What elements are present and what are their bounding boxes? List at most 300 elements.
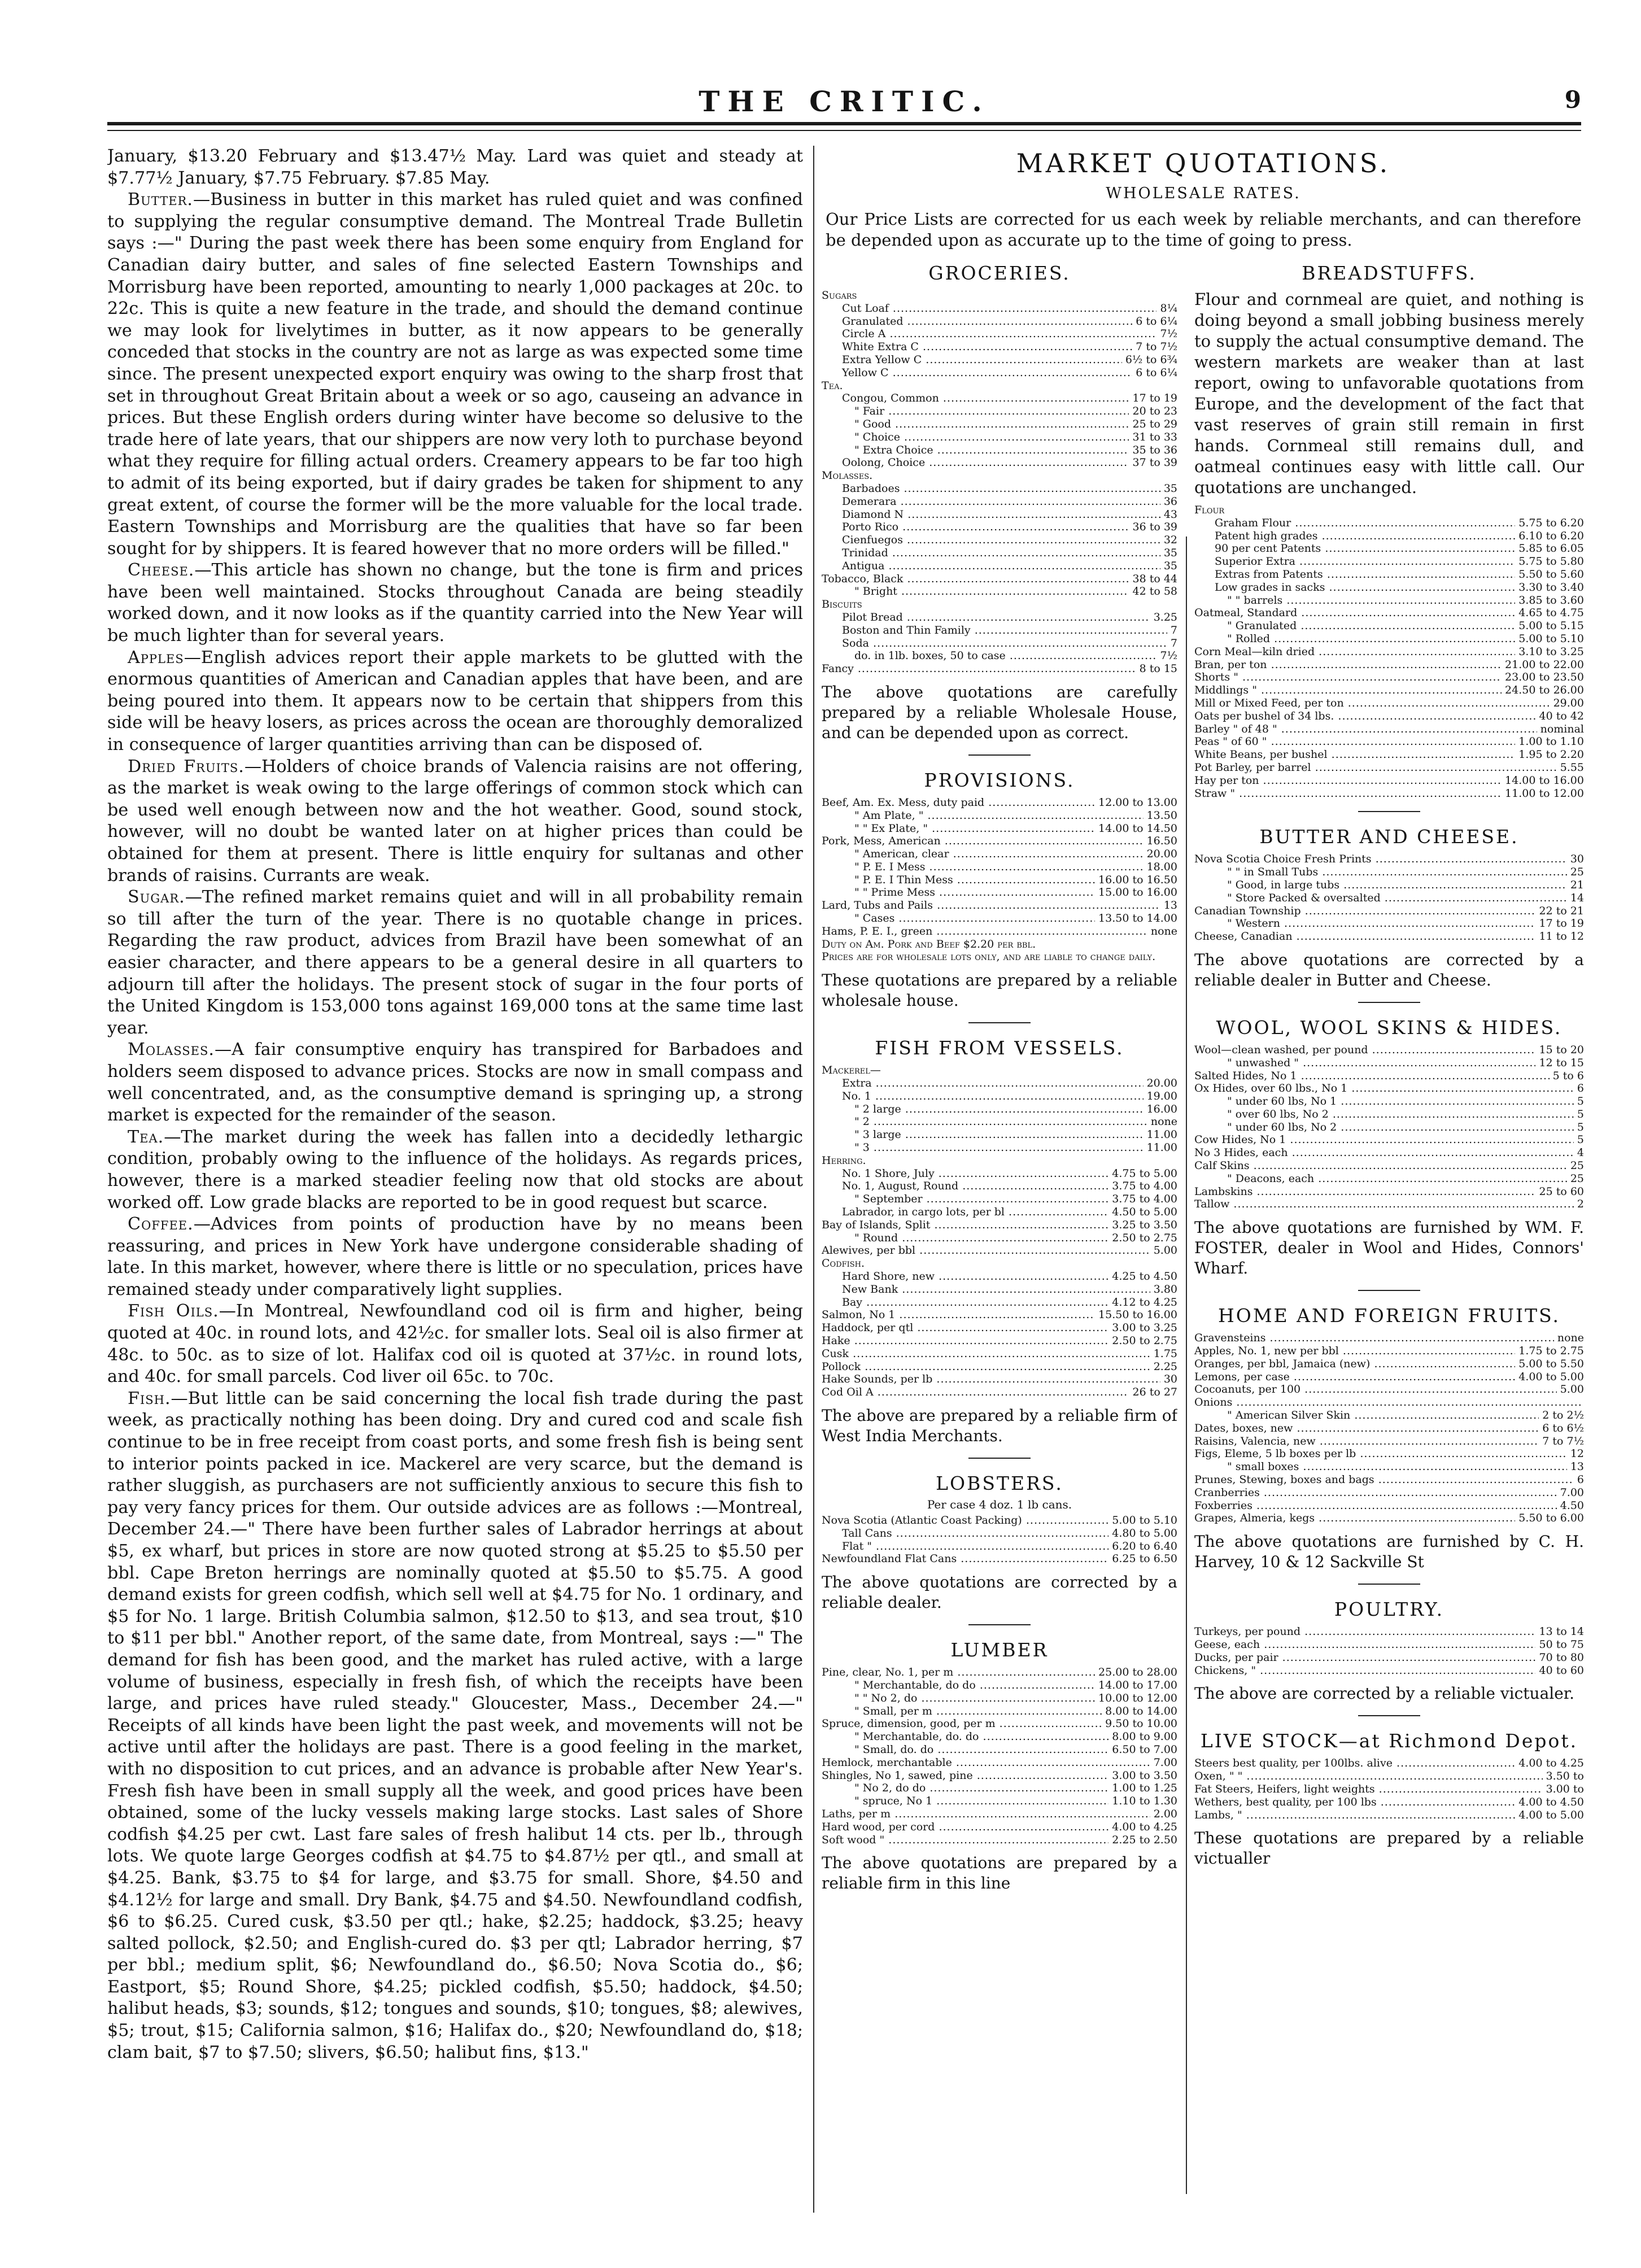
price-row <box>1194 684 1584 697</box>
report-paragraph <box>107 647 803 756</box>
price-row <box>1194 645 1584 658</box>
price-item: Pilot Bread ..... <box>822 611 1150 624</box>
price-value: 25 <box>1570 866 1584 879</box>
price-value: 21.00 to 22.00 <box>1505 658 1584 671</box>
price-value: 31 to 33 <box>1132 430 1177 443</box>
price-row <box>1194 504 1584 517</box>
price-row <box>822 874 1177 887</box>
section-divider <box>1358 1290 1420 1291</box>
price-row <box>822 1552 1177 1565</box>
quotation-section <box>822 1472 1177 1625</box>
price-value: 3.00 to 3.25 <box>1112 1321 1177 1334</box>
price-item: New Bank ..... <box>822 1283 1150 1296</box>
price-row <box>1194 1108 1584 1121</box>
price-item: Oolong, Choice ..... <box>822 456 1129 469</box>
price-row <box>1194 568 1584 581</box>
price-value: 5.00 <box>1153 1244 1177 1257</box>
price-row <box>822 1334 1177 1347</box>
price-row <box>822 1360 1177 1373</box>
price-value: 3.75 to 4.00 <box>1112 1193 1177 1206</box>
price-value: 4.00 to 5.00 <box>1518 1808 1584 1821</box>
price-value: 6.20 to 6.40 <box>1112 1539 1177 1552</box>
price-item: Lambs, " ..... <box>1194 1809 1515 1822</box>
price-row <box>1194 892 1584 905</box>
price-value: 70 to 80 <box>1539 1651 1584 1664</box>
price-item: Barley " of 48 " ..... <box>1194 723 1537 736</box>
price-row <box>1194 1371 1584 1384</box>
price-item: Dates, boxes, new ..... <box>1194 1422 1539 1435</box>
price-row <box>822 1141 1177 1154</box>
section-footnote: The above quotations are corrected by a reliable dealer in Butter and Cheese. <box>1194 950 1584 989</box>
price-row <box>822 925 1177 938</box>
price-value: 14.00 to 16.00 <box>1505 774 1584 787</box>
price-value: 4.00 to 4.50 <box>1518 1795 1584 1808</box>
price-item: No. 1, August, Round ..... <box>822 1180 1108 1193</box>
price-value: 16.50 <box>1146 835 1177 848</box>
price-item: Raisins, Valencia, new ..... <box>1194 1435 1539 1448</box>
price-item: Fancy ..... <box>822 662 1136 675</box>
price-item: Oranges, per bbl, Jamaica (new) ..... <box>1194 1358 1515 1371</box>
price-item: " P. E. I Thin Mess ..... <box>822 874 1095 887</box>
price-row <box>1194 658 1584 671</box>
price-item: Newfoundland Flat Cans ..... <box>822 1552 1108 1565</box>
price-row <box>822 341 1177 354</box>
section-footnote: The above quotations are carefully prepared by a reliable Wholesale House, and can be depended upon as correct. <box>822 682 1177 742</box>
price-item: Ox Hides, over 60 lbs., No 1 ..... <box>1194 1082 1574 1095</box>
price-row <box>1194 581 1584 594</box>
price-row <box>822 1154 1177 1167</box>
price-row <box>822 1232 1177 1245</box>
price-item: Figs, Eleme, 5 lb boxes per lb ..... <box>1194 1447 1567 1460</box>
quotation-section <box>1194 1017 1584 1291</box>
section-title: LIVE STOCK—at Richmond Depot. <box>1200 1730 1578 1752</box>
price-row <box>1194 1809 1584 1822</box>
price-item: Calf Skins ..... <box>1194 1159 1567 1172</box>
price-row <box>1194 1638 1584 1651</box>
price-item: Flat " ..... <box>822 1540 1108 1553</box>
price-item: Soda ..... <box>822 637 1167 650</box>
price-row <box>822 848 1177 861</box>
section-title: POULTRY. <box>1334 1598 1444 1621</box>
masthead-title: THE CRITIC. <box>699 85 990 118</box>
price-item: " Merchantable, do do ..... <box>822 1679 1095 1692</box>
price-value <box>1174 598 1177 611</box>
page-number: 9 <box>1564 86 1581 114</box>
price-item: " American Silver Skin ..... <box>1194 1409 1539 1422</box>
price-row <box>1194 917 1584 930</box>
price-item: Canadian Township ..... <box>1194 905 1535 918</box>
price-value: 1.10 to 1.30 <box>1112 1795 1177 1808</box>
price-value: 2.25 <box>1153 1360 1177 1373</box>
price-row <box>822 444 1177 457</box>
price-value: 3.85 to 3.60 <box>1518 594 1584 607</box>
price-row <box>1194 1044 1584 1057</box>
price-row <box>822 354 1177 367</box>
price-item: Boston and Thin Family ..... <box>822 624 1167 637</box>
price-row <box>822 611 1177 624</box>
price-value: 25 to 60 <box>1539 1185 1584 1198</box>
price-row <box>822 1743 1177 1756</box>
price-item: Granulated ..... <box>822 315 1132 328</box>
price-value <box>1174 380 1177 392</box>
price-item: Oxen, " " ..... <box>1194 1770 1543 1783</box>
price-value: 14 <box>1570 891 1584 904</box>
price-item: " Am Plate, " ..... <box>822 809 1144 822</box>
price-item: Labrador, in cargo lots, per bl ..... <box>822 1206 1108 1219</box>
section-divider <box>968 1624 1031 1625</box>
section-title: GROCERIES. <box>928 262 1071 284</box>
price-value: 6.50 to 7.00 <box>1112 1743 1177 1756</box>
price-row <box>822 1373 1177 1386</box>
price-item: Tallow ..... <box>1194 1198 1574 1211</box>
header-rule-thick <box>107 122 1581 125</box>
price-item: " Western ..... <box>1194 917 1535 930</box>
section-title: LOBSTERS. <box>936 1472 1063 1494</box>
price-value: 5.50 to 6.00 <box>1518 1512 1584 1525</box>
price-row <box>822 637 1177 650</box>
price-value: nominal <box>1540 722 1584 735</box>
price-value: 43 <box>1163 508 1177 521</box>
price-item: Straw " ..... <box>1194 787 1502 800</box>
price-value: 13.50 to 14.00 <box>1098 912 1177 925</box>
price-item: " Cases ..... <box>822 912 1095 925</box>
price-item: " 2 large ..... <box>822 1103 1144 1116</box>
column-divider <box>813 146 814 2213</box>
price-row <box>822 1193 1177 1206</box>
price-item: Tall Cans ..... <box>822 1527 1108 1540</box>
price-row <box>822 367 1177 380</box>
price-item: " Fair ..... <box>822 405 1129 418</box>
price-row <box>1194 1770 1584 1783</box>
price-value: 4 <box>1577 1146 1584 1159</box>
price-item: Wool—clean washed, per pound ..... <box>1194 1044 1535 1057</box>
price-item: " 3 large ..... <box>822 1128 1144 1141</box>
price-row <box>1194 671 1584 684</box>
price-item: Diamond N ..... <box>822 508 1160 521</box>
price-row <box>822 328 1177 341</box>
price-value: 6 to 6¼ <box>1136 366 1177 379</box>
price-value: 40 to 42 <box>1539 709 1584 722</box>
price-value: 30 <box>1570 853 1584 866</box>
price-item: " unwashed " ..... <box>1194 1057 1535 1070</box>
quotation-section <box>822 1037 1177 1459</box>
price-item: Chickens, " ..... <box>1194 1664 1535 1677</box>
price-item: Flour <box>1194 504 1225 516</box>
quotation-section <box>1194 826 1584 1003</box>
price-value: 4.00 to 4.25 <box>1112 1820 1177 1833</box>
section-title: HOME AND FOREIGN FRUITS. <box>1217 1305 1561 1327</box>
paragraph-lead: Coffee. <box>128 1214 194 1235</box>
price-item: Bran, per ton ..... <box>1194 658 1502 671</box>
price-item: " Good ..... <box>822 418 1129 431</box>
price-row <box>822 1180 1177 1193</box>
price-item: " Good, in large tubs ..... <box>1194 879 1567 892</box>
report-paragraph <box>107 1039 803 1126</box>
price-value: 9.50 to 10.00 <box>1105 1717 1177 1730</box>
price-value: 11.00 <box>1146 1141 1177 1154</box>
price-row <box>1194 620 1584 633</box>
paragraph-lead: Fish Oils. <box>128 1301 219 1321</box>
quotation-section <box>1194 1730 1584 1869</box>
price-value: 2.25 to 2.50 <box>1112 1833 1177 1846</box>
price-item: Hay per ton ..... <box>1194 774 1502 787</box>
price-row <box>822 469 1177 482</box>
price-value: 1.00 to 1.25 <box>1112 1782 1177 1795</box>
price-row <box>822 380 1177 392</box>
price-item: Bay of Islands, Split ..... <box>822 1219 1108 1232</box>
quotation-section <box>1194 1598 1584 1716</box>
price-value: 36 <box>1163 495 1177 508</box>
price-item: Herring. <box>822 1154 866 1167</box>
price-value: 3.75 to 4.00 <box>1112 1180 1177 1193</box>
price-item: Cod Oil A ..... <box>822 1386 1129 1399</box>
section-divider <box>968 1022 1031 1023</box>
price-row <box>1194 905 1584 918</box>
price-row <box>1194 1146 1584 1159</box>
price-item: " " Ex Plate, " ..... <box>822 822 1095 835</box>
price-value: none <box>1557 1332 1584 1345</box>
price-row <box>822 1795 1177 1808</box>
price-value: 5.00 to 5.10 <box>1518 632 1584 645</box>
price-item: Hake Sounds, per lb ..... <box>822 1373 1160 1386</box>
price-item: Salmon, No 1 ..... <box>822 1309 1095 1321</box>
price-row <box>1194 710 1584 723</box>
price-value: 15 to 20 <box>1539 1043 1584 1056</box>
price-value: 5.00 to 5.50 <box>1518 1357 1584 1370</box>
price-value: 5 to 6 <box>1552 1069 1584 1082</box>
section-footnote: These quotations are prepared by a reliable victualler <box>1194 1829 1584 1868</box>
price-value: 5.00 to 5.15 <box>1518 620 1584 633</box>
price-item: Grapes, Almeria, kegs ..... <box>1194 1512 1515 1525</box>
price-row <box>1194 1396 1584 1409</box>
paragraph-lead: Molasses. <box>128 1040 215 1060</box>
price-item: Biscuits <box>822 598 862 611</box>
price-value: 20 to 23 <box>1132 405 1177 418</box>
price-value: 35 <box>1163 546 1177 559</box>
price-value: 25 to 29 <box>1132 417 1177 430</box>
price-row <box>822 624 1177 637</box>
price-value <box>1174 289 1177 302</box>
price-row <box>1194 1383 1584 1396</box>
price-item: " Granulated ..... <box>1194 620 1515 633</box>
price-value: 3.50 to <box>1546 1770 1584 1783</box>
price-value <box>1174 1154 1177 1167</box>
price-row <box>822 1514 1177 1527</box>
price-value: 5 <box>1577 1107 1584 1120</box>
price-item: Pollock ..... <box>822 1360 1150 1373</box>
price-row <box>822 1540 1177 1553</box>
price-value: 8.00 to 14.00 <box>1105 1704 1177 1717</box>
report-paragraph <box>107 189 803 560</box>
section-footnote: The above quotations are furnished by C. H. Harvey, 10 & 12 Sackville St <box>1194 1532 1584 1572</box>
price-value: 3.10 to 3.25 <box>1518 645 1584 658</box>
price-value: 1.75 <box>1153 1347 1177 1360</box>
price-row <box>822 835 1177 848</box>
price-row <box>1194 879 1584 892</box>
price-row <box>1194 633 1584 645</box>
price-row <box>822 809 1177 822</box>
price-row <box>1194 866 1584 879</box>
price-row <box>822 1064 1177 1077</box>
price-item: Nova Scotia Choice Fresh Prints ..... <box>1194 853 1567 866</box>
price-row <box>1194 1409 1584 1422</box>
report-paragraph <box>107 146 803 189</box>
price-item: Pine, clear, No. 1, per m ..... <box>822 1666 1095 1679</box>
price-item: Shingles, No 1, sawed, pine ..... <box>822 1769 1108 1782</box>
price-row <box>1194 1057 1584 1070</box>
price-row <box>1194 853 1584 866</box>
price-value: 5.85 to 6.05 <box>1518 542 1584 555</box>
section-footnote: The above are prepared by a reliable firm of West India Merchants. <box>822 1406 1177 1445</box>
section-divider <box>1358 811 1420 812</box>
price-item: " No 2, do do ..... <box>822 1782 1108 1795</box>
price-row <box>1194 748 1584 761</box>
price-row <box>822 950 1177 963</box>
commercial-report-column <box>107 146 803 2213</box>
price-item: Fat Steers, Heifers, light weights ..... <box>1194 1783 1543 1796</box>
price-value: 42 to 58 <box>1132 585 1177 598</box>
price-item: Cienfuegos ..... <box>822 534 1160 547</box>
section-title: PROVISIONS. <box>924 769 1075 791</box>
price-value: 12 to 15 <box>1539 1056 1584 1069</box>
price-item: Extra Yellow C ..... <box>822 354 1122 367</box>
price-value: 13 <box>1570 1460 1584 1473</box>
price-value: 3.25 <box>1153 610 1177 623</box>
header-rule-thin <box>107 130 1581 131</box>
price-row <box>822 1730 1177 1743</box>
price-value: 35 to 36 <box>1132 443 1177 456</box>
price-item: Alewives, per bbl ..... <box>822 1244 1150 1257</box>
price-row <box>822 861 1177 874</box>
paragraph-text: —Holders of choice brands of Valencia raisins are not offering, as the market is weak owing to the large offerings of common stock which can be used well enough between now and the hot weather. Good, sound stock, however, will no doubt be wanted later on at higher prices than could be obtained for them at present. There is little enquiry for sultanas and other brands of raisins. Currants are weak. <box>107 756 803 886</box>
price-row <box>1194 1133 1584 1146</box>
price-value: 14.00 to 14.50 <box>1098 822 1177 835</box>
price-item: " Round ..... <box>822 1232 1108 1245</box>
price-value: 23.00 to 23.50 <box>1505 671 1584 684</box>
price-value: 7½ <box>1160 328 1177 341</box>
price-item: Sugars <box>822 289 857 302</box>
price-item: " " in Small Tubs ..... <box>1194 866 1567 879</box>
price-item: No 3 Hides, each ..... <box>1194 1146 1574 1159</box>
price-row <box>822 899 1177 912</box>
price-value <box>1174 469 1177 482</box>
section-divider <box>1358 1584 1420 1585</box>
price-row <box>1194 787 1584 800</box>
price-value: 2.50 to 2.75 <box>1112 1231 1177 1244</box>
price-item: Circle A ..... <box>822 328 1156 341</box>
price-row <box>822 662 1177 675</box>
price-value: 5 <box>1577 1120 1584 1133</box>
price-value: 13 <box>1163 899 1177 912</box>
price-item: White Extra C ..... <box>822 341 1132 354</box>
price-value: 7½ <box>1160 649 1177 662</box>
price-value <box>1581 1396 1584 1409</box>
price-value <box>1174 938 1177 951</box>
paragraph-lead: Dried Fruits. <box>128 756 245 777</box>
price-item: Hams, P. E. I., green ..... <box>822 925 1147 938</box>
section-title: LUMBER <box>950 1639 1049 1661</box>
price-value: 32 <box>1163 534 1177 547</box>
price-item: " " barrels ..... <box>1194 594 1515 607</box>
price-item: Nova Scotia (Atlantic Coast Packing) ..... <box>822 1514 1108 1527</box>
paragraph-lead: Tea. <box>128 1127 164 1147</box>
price-item: No. 1 ..... <box>822 1090 1144 1103</box>
price-row <box>1194 1435 1584 1448</box>
quotation-section <box>822 262 1177 756</box>
paragraph-lead: Sugar. <box>128 887 185 908</box>
price-item: Graham Flour ..... <box>1194 517 1515 530</box>
price-value: 3.00 to <box>1546 1783 1584 1795</box>
price-row <box>822 508 1177 521</box>
price-item: " 2 ..... <box>822 1115 1147 1128</box>
price-item: Hard Shore, new ..... <box>822 1270 1108 1283</box>
price-value: 11.00 <box>1146 1128 1177 1141</box>
price-value: 1.00 to 1.10 <box>1518 735 1584 748</box>
price-item: Congou, Common ..... <box>822 392 1129 405</box>
price-row <box>822 315 1177 328</box>
price-value: 25 <box>1570 1172 1584 1185</box>
price-row <box>822 495 1177 508</box>
paragraph-text: —English advices report their apple markets to be glutted with the enormous quantities of American and Canadian apples that have been, and are being poured into them. It appears now to be certain that shippers from this side will be heavy losers, as prices across the ocean are thoroughly demoralized in consequence of larger quantities arriving than can be disposed of. <box>107 647 803 755</box>
paragraph-lead: Apples <box>128 647 184 668</box>
price-row <box>1194 761 1584 774</box>
price-item: " Merchantable, do. do ..... <box>822 1730 1108 1743</box>
price-value: 3.30 to 3.40 <box>1518 581 1584 594</box>
price-row <box>822 521 1177 534</box>
price-item: No. 1 Shore, July ..... <box>822 1167 1108 1180</box>
section-footnote: These quotations are prepared by a reliable wholesale house. <box>822 971 1177 1010</box>
price-item: Foxberries ..... <box>1194 1499 1557 1512</box>
price-value: 7.00 <box>1560 1486 1584 1499</box>
price-value: 6.10 to 6.20 <box>1518 529 1584 542</box>
price-value: none <box>1150 924 1177 937</box>
price-value: 2.50 to 2.75 <box>1112 1334 1177 1347</box>
price-value: 8 to 15 <box>1139 662 1177 675</box>
price-value: 6 <box>1577 1473 1584 1486</box>
price-value <box>1174 1257 1177 1270</box>
price-value: 8¼ <box>1160 302 1177 315</box>
price-item: " under 60 lbs, No 2 ..... <box>1194 1121 1574 1134</box>
price-item: 90 per cent Patents ..... <box>1194 542 1515 555</box>
price-row <box>822 392 1177 405</box>
price-row <box>822 1386 1177 1399</box>
price-item: Laths, per m ..... <box>822 1808 1150 1821</box>
paragraph-text: —Advices from points of production have by no means been reassuring, and prices in New York have undergone considerable shading of late. In this market, however, where there is little or no speculation, prices have remained steady under comparatively light supplies. <box>107 1214 803 1299</box>
price-item: Oats per bushel of 34 lbs. ..... <box>1194 710 1535 723</box>
price-item: Barbadoes ..... <box>822 482 1160 495</box>
price-value: 7 <box>1170 623 1177 636</box>
paragraph-text: —This article has shown no change, but the tone is firm and prices have been well maintained. Stocks throughout Canada are being steadily worked down, and it now looks as if the quantity carried into the New Year will be much lighter than for several years. <box>107 560 803 646</box>
price-row <box>1194 774 1584 787</box>
price-value: 22 to 21 <box>1539 904 1584 917</box>
price-row <box>822 585 1177 598</box>
price-item: Extras from Patents ..... <box>1194 568 1515 581</box>
price-row <box>1194 1499 1584 1512</box>
price-row <box>822 1090 1177 1103</box>
price-value: 12 <box>1570 1447 1584 1460</box>
price-value: 4.80 to 5.00 <box>1112 1526 1177 1539</box>
price-item: " Small, per m ..... <box>822 1705 1102 1718</box>
price-row <box>1194 930 1584 943</box>
price-value: 7.00 <box>1153 1756 1177 1769</box>
price-row <box>1194 1512 1584 1525</box>
price-row <box>822 534 1177 547</box>
price-row <box>1194 1332 1584 1345</box>
price-value: none <box>1150 1115 1177 1128</box>
price-row <box>822 1692 1177 1705</box>
price-item: " under 60 lbs, No 1 ..... <box>1194 1095 1574 1108</box>
price-row <box>822 1666 1177 1679</box>
